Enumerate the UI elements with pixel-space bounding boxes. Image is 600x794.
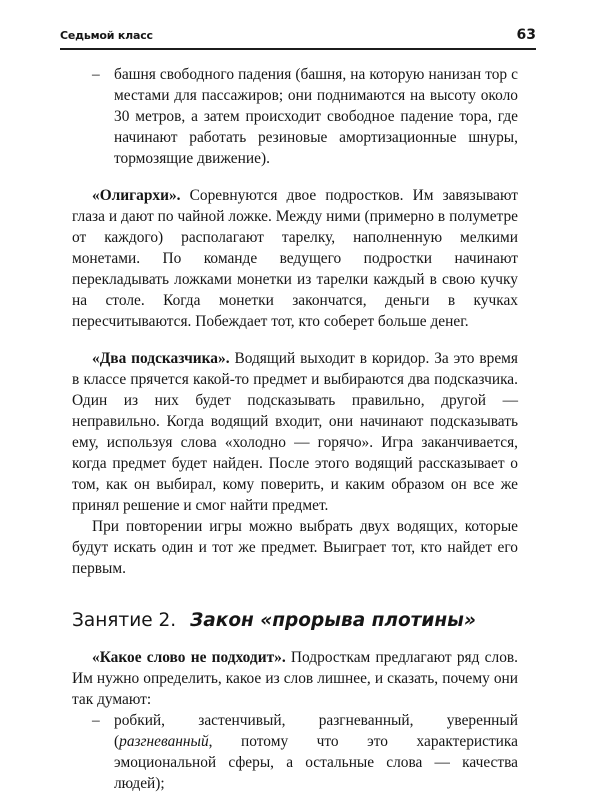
list-item-text bbox=[114, 710, 518, 794]
lesson-label: Занятие 2. bbox=[72, 610, 177, 631]
game-text-odd-word: Подросткам предлагают ряд слов. Им нужно определить, какое из слов лишнее, и сказать, почему они так думают: bbox=[72, 649, 519, 708]
list-item-text-italic: разгневанный bbox=[119, 733, 209, 750]
paragraph-game-odd-word bbox=[72, 647, 518, 710]
running-header bbox=[60, 28, 536, 50]
game-text-two-prompters: Водящий выходит в коридор. За это время в классе прячется какой-то предмет и выбираются два подсказчика. Один из них будет подсказывать правильно, другой — неправильно. Когда водящий входит, они начинают подсказывать ему, используя слова «холодно — горячо». Игра заканчивается, когда предмет будет найден. После этого водящий рассказывает о том, как он выбирал, кому поверить, и каким образом он все же принял решение и смог найти предмет. bbox=[72, 350, 518, 514]
list-item-text: башня свободного падения (башня, на которую нанизан тор с местами для пассажиров; они поднимаются на высоту около 30 метров, а затем происходит свободное падение тора, где начинают работать резиновые амортизационные шнуры, тормозящие движение). bbox=[114, 66, 518, 167]
lesson-heading bbox=[72, 609, 518, 633]
game-title-two-prompters: «Два подсказчика». bbox=[92, 350, 230, 367]
lesson-title: Закон «прорыва плотины» bbox=[190, 610, 476, 631]
paragraph-game-oligarchs bbox=[72, 185, 518, 332]
game-title-oligarchs: «Олигархи». bbox=[92, 187, 181, 204]
paragraph-game-two-prompters bbox=[72, 348, 518, 516]
list-dash: – bbox=[92, 66, 100, 83]
list-item bbox=[72, 710, 518, 794]
list-dash: – bbox=[92, 712, 100, 729]
list-item bbox=[72, 64, 518, 169]
page-body bbox=[72, 64, 518, 794]
list-item-text-start: робкий, застенчивый, разгневанный, уверенный ( bbox=[114, 712, 518, 750]
game-title-odd-word: «Какое слово не подходит». bbox=[92, 649, 286, 666]
list-item-text-end: , потому что это характеристика эмоциональной сферы, а остальные слова — качества людей); bbox=[114, 733, 518, 792]
game-text-oligarchs: Соревнуются двое подростков. Им завязывают глаза и дают по чайной ложке. Между ними (примерно в полуметре от каждого) располагают тарелку, наполненную мелкими монетами. По команде ведущего подростки начинают перекладывать ложками монетки из тарелки каждый в свою кучку на столе. Когда монетки закончатся, деньги в кучках пересчитываются. Побеждает тот, кто соберет больше денег. bbox=[72, 187, 518, 330]
paragraph-repeat-note: При повторении игры можно выбрать двух водящих, которые будут искать один и тот же предмет. Выиграет тот, кто найдет его первым. bbox=[72, 518, 518, 577]
page-number: 63 bbox=[516, 27, 536, 43]
header-section-title: Седьмой класс bbox=[60, 29, 153, 42]
